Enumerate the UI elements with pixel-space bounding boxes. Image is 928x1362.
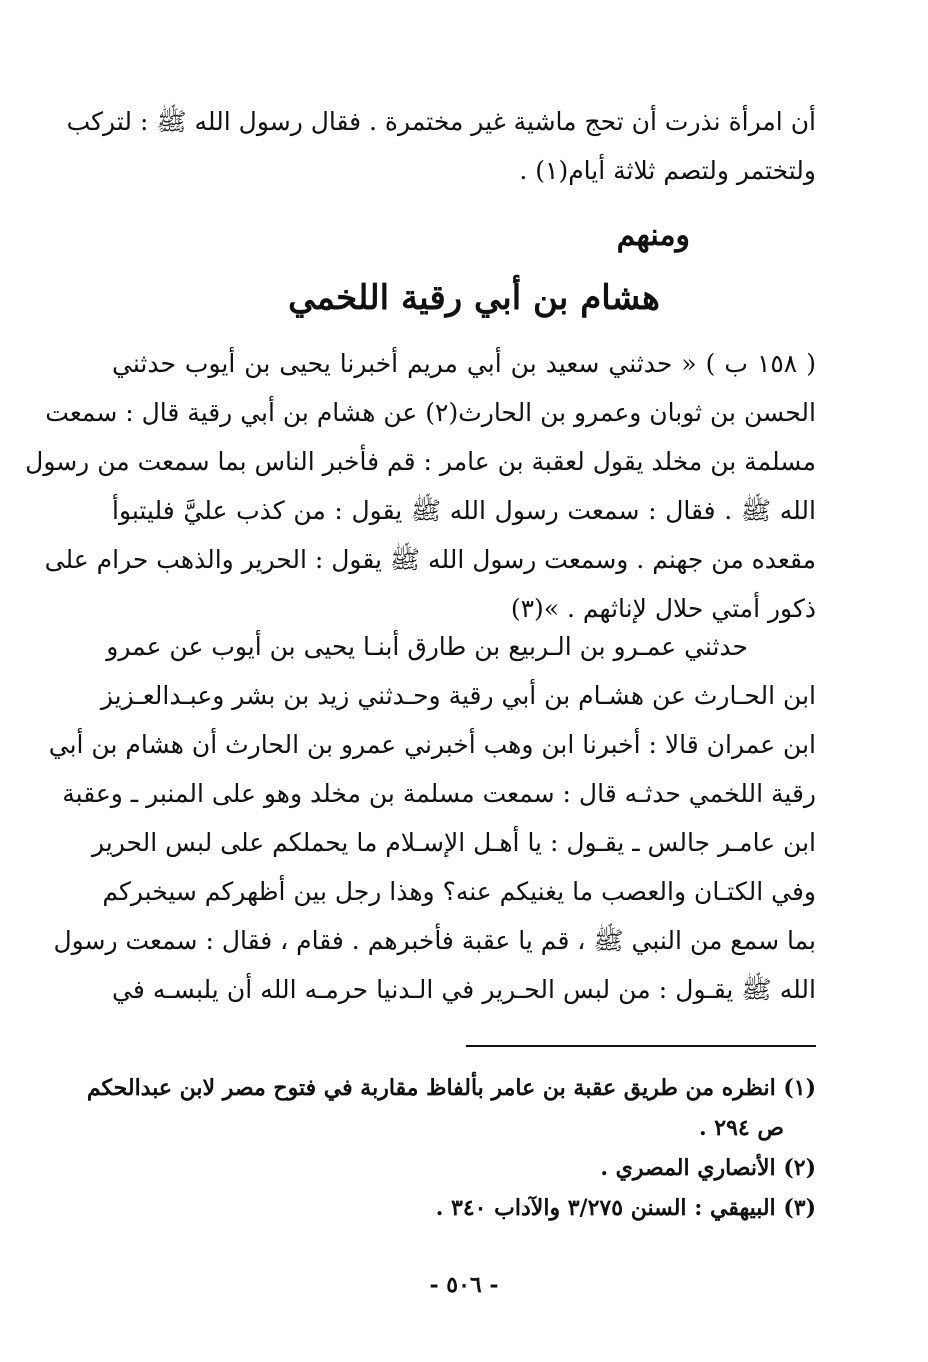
footnote-line: (٣) البيهقي : السنن ٣/٢٧٥ والآداب ٣٤٠ . bbox=[435, 1195, 816, 1221]
text-line: الحسن بن ثوبان وعمرو بن الحارث(٢) عن هشام بن أبي رقية قال : سمعت bbox=[45, 398, 816, 427]
text-line: ولتختمر ولتصم ثلاثة أيام(١) . bbox=[519, 156, 816, 185]
text-line: ابن عمران قالا : أخبرنا ابن وهب أخبرني عمرو بن الحارث أن هشام بن أبي bbox=[48, 730, 816, 759]
footnote-line: (٢) الأنصاري المصري . bbox=[600, 1155, 816, 1181]
text-line: الله ﷺ يقـول : من لبس الحـرير في الـدنيا حرمـه الله أن يلبسـه في bbox=[112, 975, 816, 1004]
text-line: أن امرأة نذرت أن تحج ماشية غير مختمرة . فقال رسول الله ﷺ : لتركب bbox=[66, 107, 816, 136]
paragraph-1 bbox=[25, 339, 817, 633]
footnote-line: ص ٢٩٤ . bbox=[698, 1115, 784, 1141]
section-title: هشام بن أبي رقية اللخمي bbox=[288, 278, 660, 318]
text-line: وفي الكتـان والعصب ما يغنيكم عنه؟ وهذا رجل بين أظهركم سيخبركم bbox=[102, 877, 816, 906]
page-number: - ٥٠٦ - bbox=[429, 1272, 499, 1298]
text-line: ذكور أمتي حلال لإناثهم . »(٣) bbox=[510, 594, 816, 623]
section-label: ومنهم bbox=[616, 218, 690, 253]
text-line: حدثني عمـرو بن الـربيع بن طارق أبنـا يحيى بن أيوب عن عمرو bbox=[106, 632, 748, 661]
text-line: ابن الحـارث عن هشـام بن أبي رقية وحـدثني زيد بن بشر وعبـدالعـزيز bbox=[100, 681, 816, 710]
footnotes bbox=[86, 1068, 816, 1228]
intro-text bbox=[66, 97, 816, 195]
text-line: ابن عامـر جالس ـ يقـول : يا أهـل الإسـلام ما يحملكم على لبس الحرير bbox=[91, 828, 816, 857]
paragraph-2 bbox=[48, 622, 816, 1014]
footnote-line: (١) انظره من طريق عقبة بن عامر بألفاظ مقاربة في فتوح مصر لابن عبدالحكم bbox=[86, 1075, 816, 1101]
text-line: رقية اللخمي حدثـه قال : سمعت مسلمة بن مخلد وهو على المنبر ـ وعقبة bbox=[62, 779, 816, 808]
text-line: مسلمة بن مخلد يقول لعقبة بن عامر : قم فأخبر الناس بما سمعت من رسول bbox=[25, 447, 816, 476]
text-line: بما سمع من النبي ﷺ ، قم يا عقبة فأخبرهم . فقام ، فقال : سمعت رسول bbox=[53, 926, 816, 955]
text-line: ( ١٥٨ ب ) « حدثني سعيد بن أبي مريم أخبرنا يحيى بن أيوب حدثني bbox=[112, 349, 817, 378]
footnote-divider bbox=[466, 1045, 816, 1047]
text-line: الله ﷺ . فقال : سمعت رسول الله ﷺ يقول : من كذب عليَّ فليتبوأ bbox=[112, 496, 816, 525]
text-line: مقعده من جهنم . وسمعت رسول الله ﷺ يقول : الحرير والذهب حرام على bbox=[44, 545, 816, 574]
